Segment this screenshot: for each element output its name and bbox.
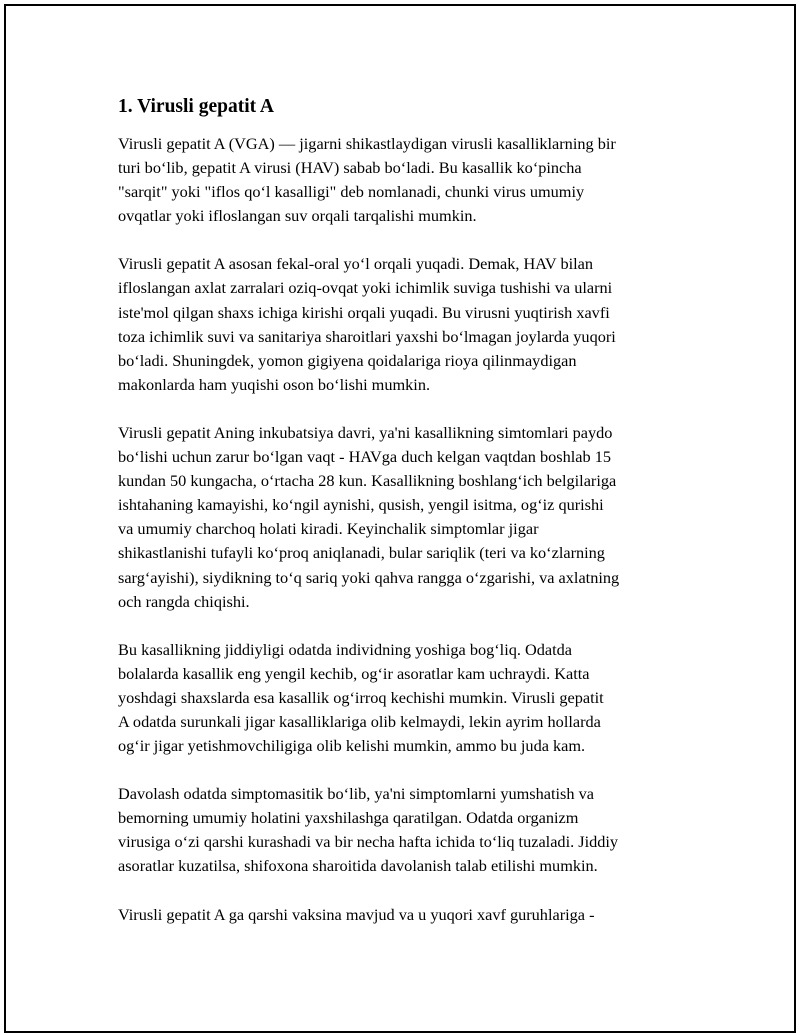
text-line: "sarqit" yoki "iflos qo‘l kasalligi" deb nomlanadi, chunki virus umumiy: [118, 182, 585, 202]
paragraph-transmission: [118, 252, 688, 397]
text-line: makonlarda ham yuqishi oson bo‘lishi mumkin.: [118, 374, 431, 394]
text-line: ovqatlar yoki ifloslangan suv orqali tarqalishi mumkin.: [118, 206, 477, 226]
text-line: bo‘lishi uchun zarur bo‘lgan vaqt - HAVga duch kelgan vaqtdan boshlab 15: [118, 447, 611, 467]
text-line: turi bo‘lib, gepatit A virusi (HAV) sabab bo‘ladi. Bu kasallik ko‘pincha: [118, 158, 582, 178]
text-line: Bu kasallikning jiddiyligi odatda individning yoshiga bog‘liq. Odatda: [118, 639, 573, 659]
section-title: 1. Virusli gepatit A: [118, 96, 275, 117]
text-line: ifloslangan axlat zarralari oziq-ovqat yoki ichimlik suviga tushishi va ularni: [118, 278, 613, 298]
text-line: Virusli gepatit A (VGA) — jigarni shikastlaydigan virusli kasalliklarning bir: [118, 134, 616, 153]
text-line: Virusli gepatit A ga qarshi vaksina mavjud va u yuqori xavf guruhlariga -: [118, 904, 595, 924]
text-line: Virusli gepatit A asosan fekal-oral yo‘l orqali yuqadi. Demak, HAV bilan: [118, 254, 593, 274]
text-line: shikastlanishi tufayli ko‘proq aniqlanadi, bular sariqlik (teri va ko‘zlarning: [118, 543, 605, 563]
paragraph-severity: [118, 638, 688, 758]
text-line: virusiga o‘zi qarshi kurashadi va bir necha hafta ichida to‘liq tuzaladi. Jiddiy: [118, 832, 619, 852]
text-line: bolalarda kasallik eng yengil kechib, og‘ir asoratlar kam uchraydi. Katta: [118, 663, 590, 683]
text-line: och rangda chiqishi.: [118, 591, 250, 611]
paragraph-intro: [118, 132, 688, 228]
text-line: bo‘ladi. Shuningdek, yomon gigiyena qoidalariga rioya qilinmaydigan: [118, 350, 577, 370]
paragraph-vaccine: [118, 903, 688, 927]
text-line: toza ichimlik suvi va sanitariya sharoitlari yaxshi bo‘lmagan joylarda yuqori: [118, 326, 616, 346]
text-line: iste'mol qilgan shaxs ichiga kirishi orqali yuqadi. Bu virusni yuqtirish xavfi: [118, 302, 610, 322]
document-body: [118, 92, 688, 951]
text-line: og‘ir jigar yetishmovchiligiga olib kelishi mumkin, ammo bu juda kam.: [118, 736, 586, 756]
text-line: sarg‘ayishi), siydikning to‘q sariq yoki qahva rangga o‘zgarishi, va axlatning: [118, 567, 620, 587]
text-line: va umumiy charchoq holati kiradi. Keyinchalik simptomlar jigar: [118, 519, 539, 539]
text-line: yoshdagi shaxslarda esa kasallik og‘irroq kechishi mumkin. Virusli gepatit: [118, 687, 604, 707]
text-line: bemorning umumiy holatini yaxshilashga qaratilgan. Odatda organizm: [118, 808, 579, 828]
text-line: Davolash odatda simptomasitik bo‘lib, ya'ni simptomlarni yumshatish va: [118, 784, 594, 804]
text-line: ishtahaning kamayishi, ko‘ngil aynishi, qusish, yengil isitma, og‘iz qurishi: [118, 495, 604, 515]
text-line: asoratlar kuzatilsa, shifoxona sharoitida davolanish talab etilishi mumkin.: [118, 856, 598, 876]
text-line: A odatda surunkali jigar kasalliklariga olib kelmaydi, lekin ayrim hollarda: [118, 711, 601, 731]
text-line: kundan 50 kungacha, o‘rtacha 28 kun. Kasallikning boshlang‘ich belgilariga: [118, 471, 617, 491]
paragraph-treatment: [118, 782, 688, 878]
text-line: Virusli gepatit Aning inkubatsiya davri, ya'ni kasallikning simtomlari paydo: [118, 422, 613, 442]
paragraph-incubation: [118, 421, 688, 614]
